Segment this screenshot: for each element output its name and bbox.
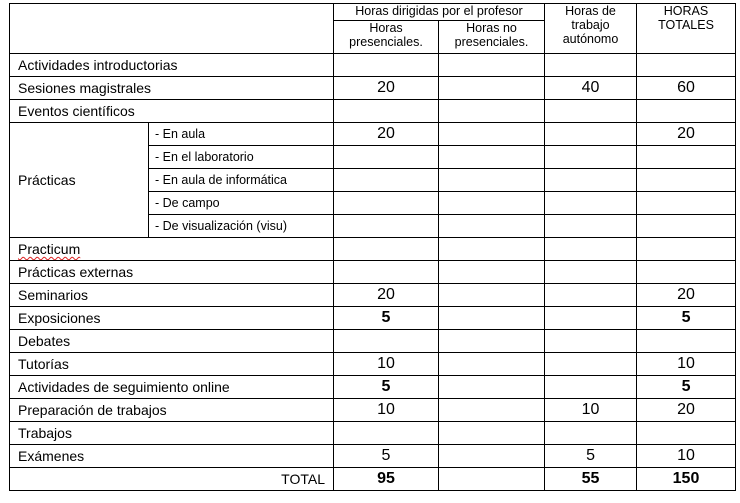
cell-autonomo [545, 192, 637, 215]
cell-autonomo [545, 169, 637, 192]
total-no-presenciales [439, 468, 545, 491]
total-totales: 150 [637, 468, 736, 491]
total-row [10, 468, 736, 491]
cell-no-presenciales [439, 376, 545, 399]
cell-totales: 20 [637, 284, 736, 307]
cell-presenciales: 5 [334, 307, 439, 330]
cell-totales [637, 215, 736, 238]
table-row [10, 330, 736, 353]
cell-no-presenciales [439, 330, 545, 353]
table-row [10, 422, 736, 445]
cell-autonomo [545, 330, 637, 353]
cell-autonomo [545, 54, 637, 77]
cell-totales [637, 422, 736, 445]
cell-presenciales [334, 422, 439, 445]
hours-table [9, 3, 736, 491]
table-row [10, 100, 736, 123]
row-label: Seminarios [10, 284, 334, 307]
cell-autonomo [545, 376, 637, 399]
practicum-label: Practicum [18, 241, 81, 257]
cell-totales [637, 261, 736, 284]
cell-no-presenciales [439, 54, 545, 77]
row-label: Eventos científicos [10, 100, 334, 123]
header-presenciales: Horas presenciales. [334, 21, 439, 54]
cell-presenciales [334, 330, 439, 353]
cell-autonomo [545, 422, 637, 445]
header-row-1 [10, 4, 736, 21]
cell-presenciales [334, 146, 439, 169]
cell-presenciales: 20 [334, 123, 439, 146]
row-label: Exámenes [10, 445, 334, 468]
row-label: Trabajos [10, 422, 334, 445]
cell-no-presenciales [439, 100, 545, 123]
sub-row-label: - En aula [149, 123, 334, 146]
cell-totales: 10 [637, 353, 736, 376]
cell-no-presenciales [439, 77, 545, 100]
cell-presenciales [334, 100, 439, 123]
row-label: Debates [10, 330, 334, 353]
cell-autonomo [545, 284, 637, 307]
cell-autonomo: 40 [545, 77, 637, 100]
header-no-presenciales: Horas no presenciales. [439, 21, 545, 54]
cell-presenciales [334, 238, 439, 261]
row-label: Exposiciones [10, 307, 334, 330]
row-label: Actividades introductorias [10, 54, 334, 77]
cell-no-presenciales [439, 261, 545, 284]
cell-totales [637, 330, 736, 353]
table-row [10, 284, 736, 307]
cell-autonomo [545, 215, 637, 238]
table-row [10, 353, 736, 376]
cell-autonomo [545, 123, 637, 146]
cell-totales: 10 [637, 445, 736, 468]
table-row [10, 307, 736, 330]
cell-totales [637, 169, 736, 192]
cell-autonomo: 5 [545, 445, 637, 468]
total-presenciales: 95 [334, 468, 439, 491]
cell-totales [637, 238, 736, 261]
cell-no-presenciales [439, 284, 545, 307]
cell-presenciales: 20 [334, 284, 439, 307]
cell-presenciales [334, 192, 439, 215]
cell-no-presenciales [439, 445, 545, 468]
cell-totales: 60 [637, 77, 736, 100]
table-row [10, 399, 736, 422]
sub-row-label: - De campo [149, 192, 334, 215]
sub-row-label: - En el laboratorio [149, 146, 334, 169]
cell-totales: 20 [637, 123, 736, 146]
cell-no-presenciales [439, 307, 545, 330]
total-label: TOTAL [10, 468, 334, 491]
cell-autonomo [545, 146, 637, 169]
sub-row-label: - En aula de informática [149, 169, 334, 192]
cell-presenciales: 10 [334, 399, 439, 422]
cell-totales: 5 [637, 307, 736, 330]
cell-autonomo [545, 100, 637, 123]
header-empty-cell [10, 4, 334, 54]
header-totales: HORAS TOTALES [637, 4, 736, 54]
table-row [10, 77, 736, 100]
cell-presenciales: 5 [334, 376, 439, 399]
practicas-label: Prácticas [10, 123, 149, 238]
cell-no-presenciales [439, 422, 545, 445]
row-label [10, 238, 334, 261]
cell-no-presenciales [439, 399, 545, 422]
row-label: Preparación de trabajos [10, 399, 334, 422]
cell-no-presenciales [439, 215, 545, 238]
cell-presenciales: 10 [334, 353, 439, 376]
cell-totales [637, 100, 736, 123]
cell-no-presenciales [439, 123, 545, 146]
cell-totales [637, 192, 736, 215]
cell-autonomo [545, 238, 637, 261]
table-row [10, 445, 736, 468]
cell-no-presenciales [439, 146, 545, 169]
cell-no-presenciales [439, 192, 545, 215]
cell-presenciales [334, 54, 439, 77]
cell-no-presenciales [439, 169, 545, 192]
row-label: Tutorías [10, 353, 334, 376]
cell-no-presenciales [439, 353, 545, 376]
cell-presenciales: 20 [334, 77, 439, 100]
header-autonomo: Horas de trabajo autónomo [545, 4, 637, 54]
cell-totales [637, 54, 736, 77]
cell-presenciales: 5 [334, 445, 439, 468]
table-row [10, 123, 736, 146]
header-group-label: Horas dirigidas por el profesor [334, 4, 545, 21]
cell-autonomo: 10 [545, 399, 637, 422]
cell-presenciales [334, 215, 439, 238]
table-row [10, 54, 736, 77]
cell-totales: 5 [637, 376, 736, 399]
table-row [10, 238, 736, 261]
row-label: Sesiones magistrales [10, 77, 334, 100]
total-autonomo: 55 [545, 468, 637, 491]
cell-presenciales [334, 169, 439, 192]
table-row [10, 261, 736, 284]
cell-presenciales [334, 261, 439, 284]
sub-row-label: - De visualización (visu) [149, 215, 334, 238]
row-label: Prácticas externas [10, 261, 334, 284]
cell-totales [637, 146, 736, 169]
cell-autonomo [545, 353, 637, 376]
row-label: Actividades de seguimiento online [10, 376, 334, 399]
cell-autonomo [545, 261, 637, 284]
table-row [10, 376, 736, 399]
cell-totales: 20 [637, 399, 736, 422]
cell-no-presenciales [439, 238, 545, 261]
cell-autonomo [545, 307, 637, 330]
